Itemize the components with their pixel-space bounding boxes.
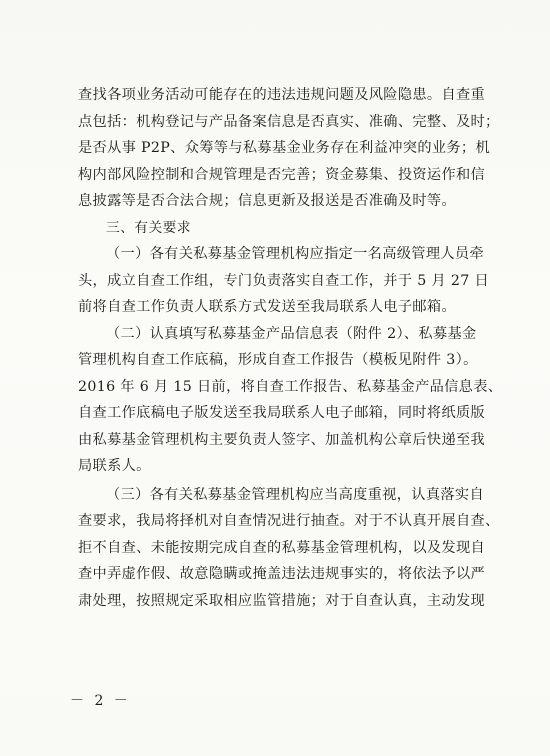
text-line: 局联系人。 (78, 458, 151, 474)
text-line: 由私募基金管理机构主要负责人签字、加盖机构公章后快递至我 (78, 431, 486, 448)
text-line: 前将自查工作负责人联系方式发送至我局联系人电子邮箱。 (78, 299, 456, 315)
text-line: 肃处理，按照规定采取相应监管措施；对于自查认真，主动发现 (78, 592, 486, 609)
text-line: 查要求，我局将择机对自查情况进行抽查。对于不认真开展自查、 (78, 513, 500, 529)
text-line: 点包括：机构登记与产品备案信息是否真实、准确、完整、及时； (78, 113, 500, 130)
text-line: 头，成立自查工作组，专门负责落实自查工作，并于 5 月 27 日 (78, 272, 490, 289)
section-heading: 三、有关要求 (106, 219, 191, 236)
page-number: － 2 － (70, 693, 131, 709)
text-line: 查找各项业务活动可能存在的违法违规问题及风险隐患。自查重 (78, 87, 486, 103)
text-line: 2016 年 6 月 15 日前，将自查工作报告、私募基金产品信息表、 (78, 378, 503, 395)
text-line: 查中弄虚作假、故意隐瞒或掩盖违法违规事实的，将依法予以严 (78, 566, 486, 582)
text-line: （三）各有关私募基金管理机构应当高度重视，认真落实自 (106, 486, 484, 503)
text-line: 息披露等是否合法合规；信息更新及报送是否准确及时等。 (78, 193, 456, 209)
text-line: （一）各有关私募基金管理机构应指定一名高级管理人员牵 (106, 246, 484, 262)
text-line: （二）认真填写私募基金产品信息表（附件 2）、私募基金 (106, 325, 477, 342)
text-line: 拒不自查、未能按期完成自查的私募基金管理机构，以及发现自 (78, 539, 486, 556)
document-body (78, 82, 503, 614)
text-line: 自查工作底稿电子版发送至我局联系人电子邮箱，同时将纸质版 (78, 405, 486, 421)
text-line: 是否从事 P2P、众筹等与私募基金业务存在利益冲突的业务；机 (78, 140, 491, 156)
text-line: 管理机构自查工作底稿，形成自查工作报告（模板见附件 3）。 (78, 352, 478, 368)
text-line: 构内部风险控制和合规管理是否完善；资金募集、投资运作和信 (78, 166, 486, 183)
